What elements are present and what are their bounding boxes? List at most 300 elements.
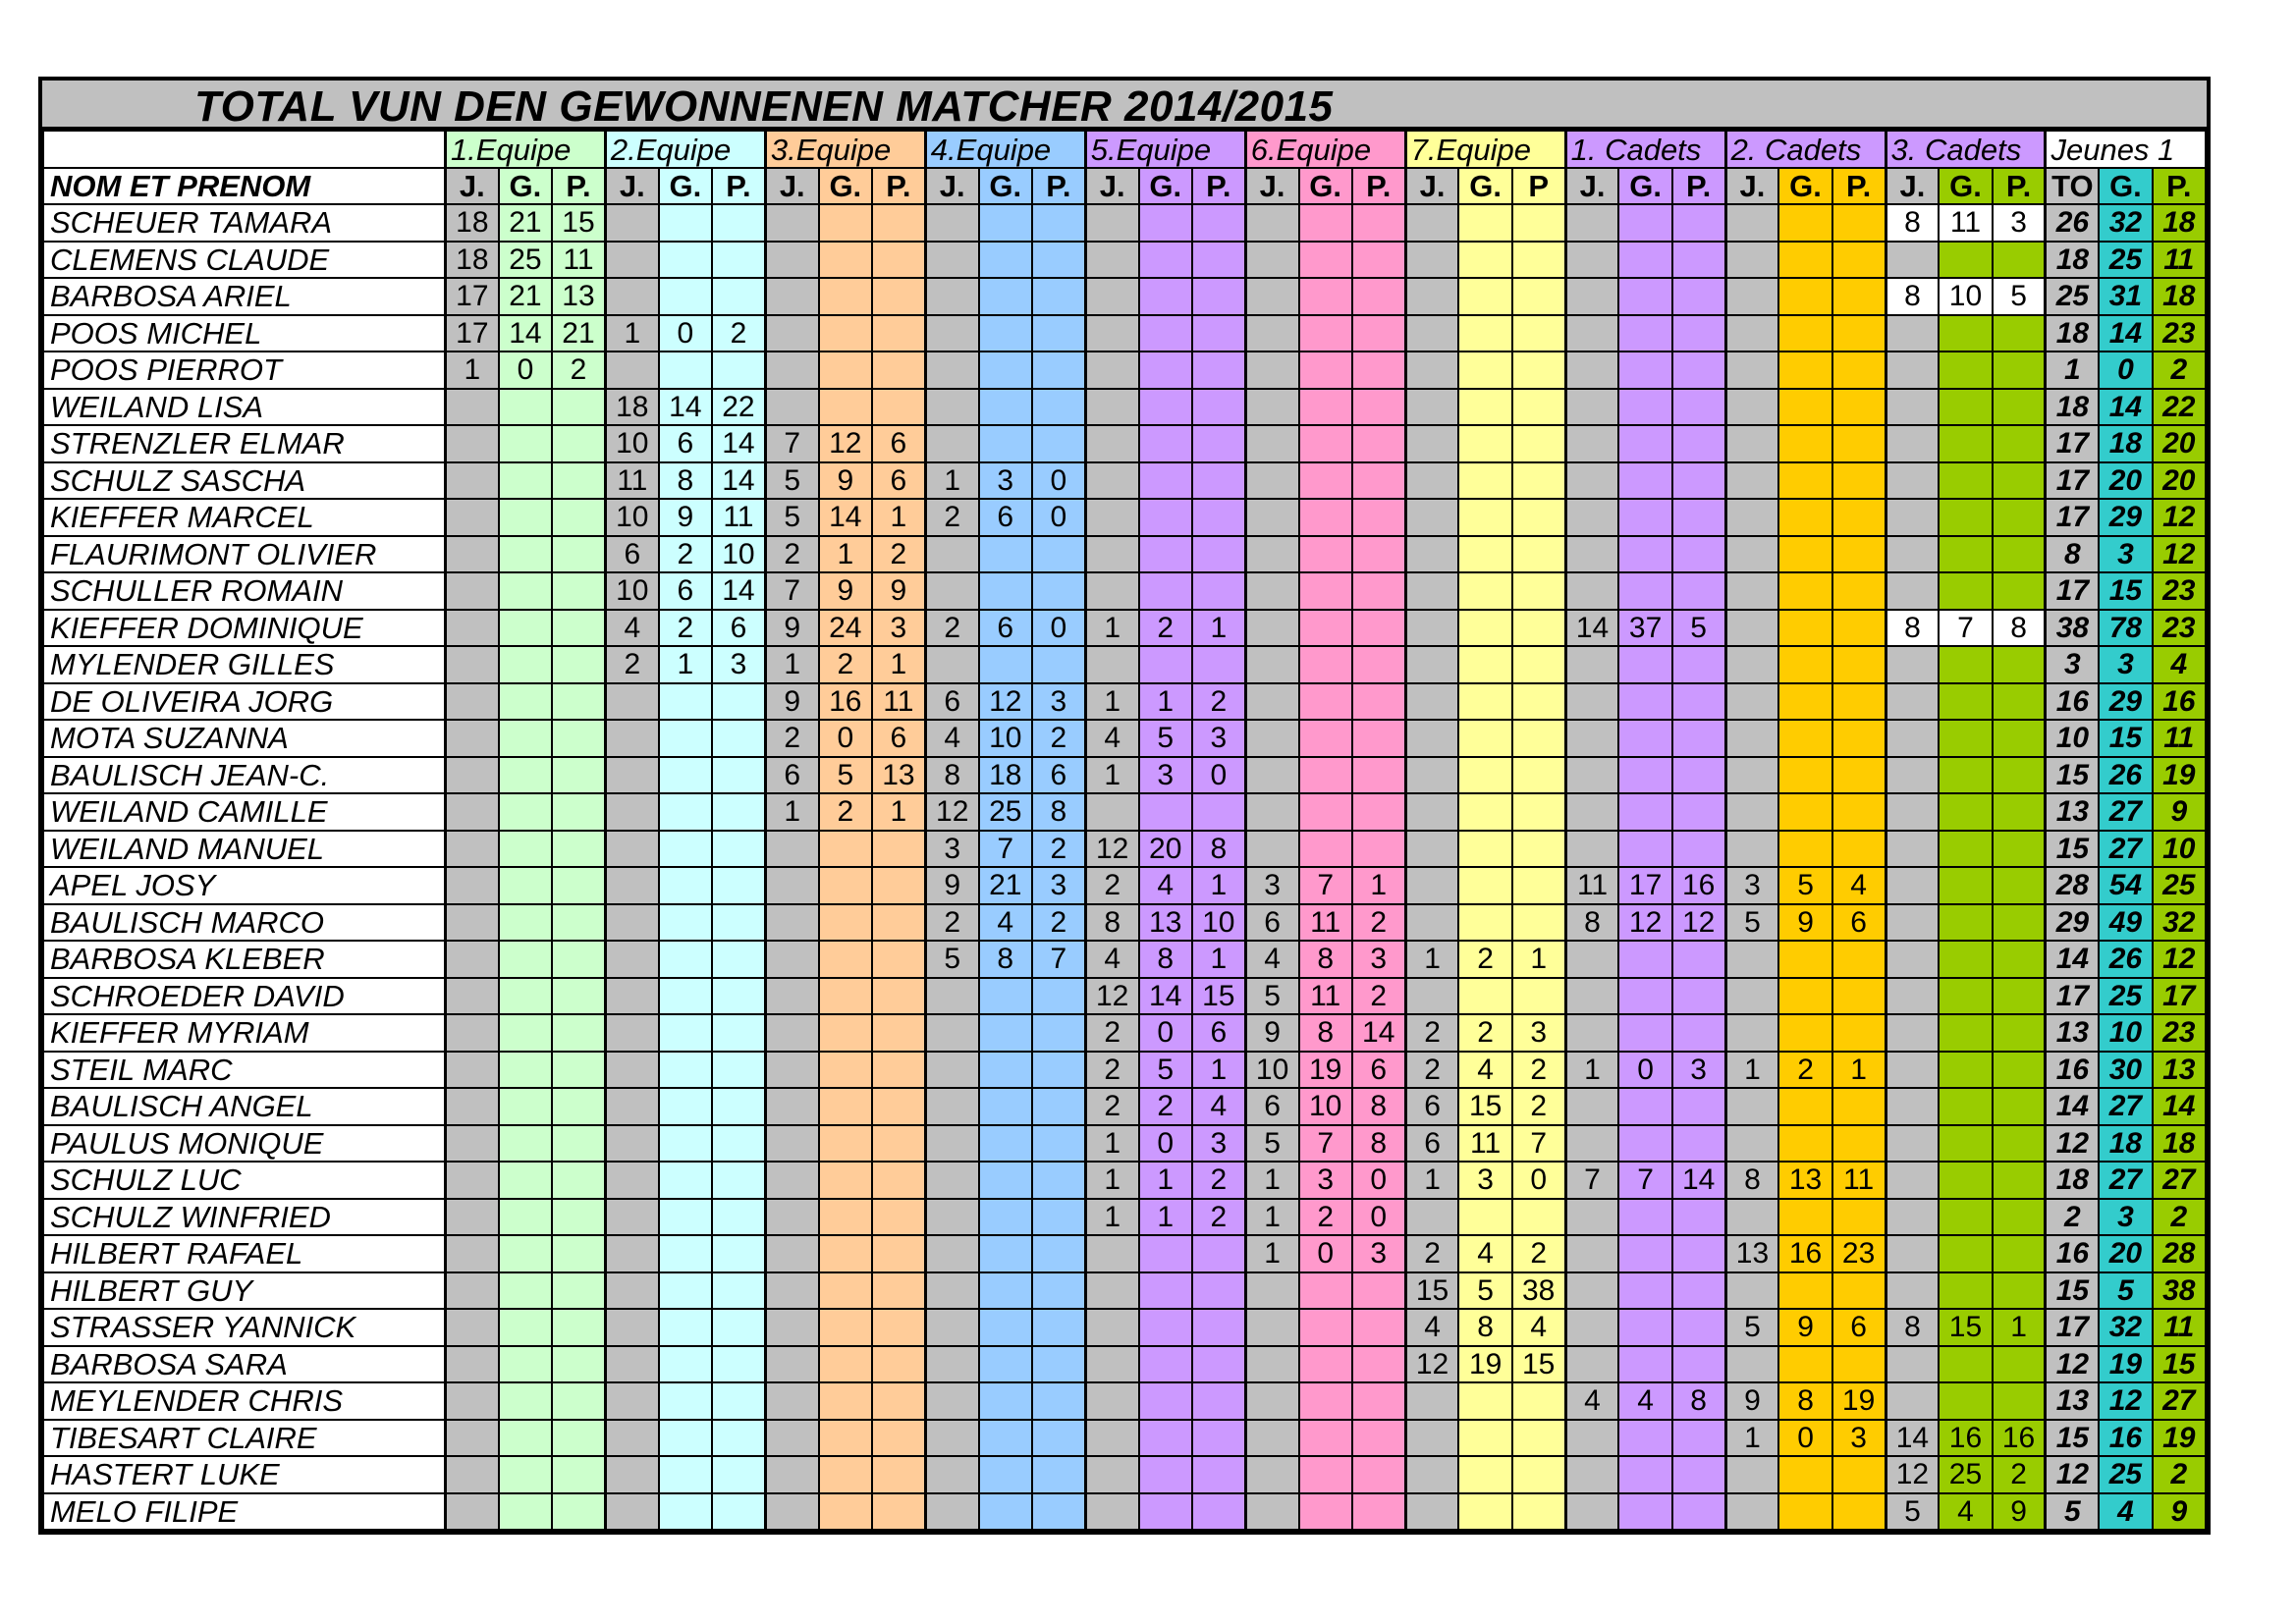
empty-cell <box>1565 536 1618 573</box>
score-cell: 5 <box>1458 1272 1511 1310</box>
empty-cell <box>1778 683 1831 721</box>
score-cell: 7 <box>765 572 818 610</box>
empty-cell <box>1405 315 1458 352</box>
empty-cell <box>1032 1125 1085 1163</box>
empty-cell <box>1672 278 1725 315</box>
score-cell: 6 <box>765 757 818 794</box>
empty-cell <box>445 1420 498 1457</box>
empty-cell <box>1993 978 2046 1015</box>
empty-cell <box>1352 352 1405 389</box>
score-cell: 27 <box>2099 1162 2152 1199</box>
score-cell: 4 <box>605 610 658 647</box>
score-cell: 11 <box>2153 1309 2206 1346</box>
empty-cell <box>552 1162 605 1199</box>
empty-cell <box>1778 831 1831 868</box>
empty-cell <box>1458 904 1511 942</box>
empty-cell <box>1565 1272 1618 1310</box>
score-cell: 3 <box>979 462 1032 500</box>
empty-cell <box>499 978 552 1015</box>
score-cell: 27 <box>2099 831 2152 868</box>
empty-cell <box>1085 389 1138 426</box>
table-row <box>43 978 2206 1015</box>
empty-cell <box>925 1272 978 1310</box>
empty-cell <box>445 1493 498 1531</box>
score-cell: 7 <box>1618 1162 1671 1199</box>
empty-cell <box>1085 793 1138 831</box>
player-name: HILBERT RAFAEL <box>43 1235 445 1272</box>
empty-cell <box>1939 831 1992 868</box>
empty-cell <box>1139 1382 1192 1420</box>
empty-cell <box>1725 646 1778 683</box>
empty-cell <box>925 1235 978 1272</box>
empty-cell <box>499 1272 552 1310</box>
empty-cell <box>499 1346 552 1383</box>
table-row <box>43 204 2206 242</box>
empty-cell <box>552 757 605 794</box>
score-cell: 9 <box>765 683 818 721</box>
empty-cell <box>1778 1199 1831 1236</box>
empty-cell <box>1245 1272 1298 1310</box>
table-row <box>43 425 2206 462</box>
empty-cell <box>1618 572 1671 610</box>
empty-cell <box>979 1309 1032 1346</box>
empty-cell <box>819 1309 872 1346</box>
empty-cell <box>499 1382 552 1420</box>
empty-cell <box>1458 1420 1511 1457</box>
score-cell: 14 <box>499 315 552 352</box>
score-cell: 23 <box>1832 1235 1886 1272</box>
empty-cell <box>819 1346 872 1383</box>
empty-cell <box>765 867 818 904</box>
empty-cell <box>1085 425 1138 462</box>
empty-cell <box>1993 1014 2046 1052</box>
empty-cell <box>1405 646 1458 683</box>
empty-cell <box>1993 1235 2046 1272</box>
empty-cell <box>1939 315 1992 352</box>
score-cell: 9 <box>872 572 925 610</box>
player-name: PAULUS MONIQUE <box>43 1125 445 1163</box>
empty-cell <box>499 757 552 794</box>
empty-cell <box>1565 1088 1618 1125</box>
empty-cell <box>872 1346 925 1383</box>
column-header: G. <box>979 168 1032 204</box>
score-cell: 1 <box>1139 683 1192 721</box>
empty-cell <box>552 425 605 462</box>
score-cell: 8 <box>1299 1014 1352 1052</box>
column-header: P. <box>2153 168 2206 204</box>
score-cell: 1 <box>1085 1199 1138 1236</box>
empty-cell <box>1778 425 1831 462</box>
empty-cell <box>1512 278 1565 315</box>
player-name: TIBESART CLAIRE <box>43 1420 445 1457</box>
score-cell: 1 <box>1192 867 1245 904</box>
empty-cell <box>1939 536 1992 573</box>
empty-cell <box>1886 683 1939 721</box>
score-cell: 16 <box>2046 1052 2099 1089</box>
empty-cell <box>1512 1456 1565 1493</box>
empty-cell <box>605 1088 658 1125</box>
empty-cell <box>659 1235 712 1272</box>
empty-cell <box>1299 278 1352 315</box>
score-cell: 2 <box>1085 1088 1138 1125</box>
empty-cell <box>1139 646 1192 683</box>
empty-cell <box>1352 757 1405 794</box>
empty-cell <box>1512 352 1565 389</box>
score-cell: 6 <box>1832 1309 1886 1346</box>
empty-cell <box>1245 315 1298 352</box>
empty-cell <box>1993 1346 2046 1383</box>
empty-cell <box>765 389 818 426</box>
empty-cell <box>1245 757 1298 794</box>
score-cell: 15 <box>2099 720 2152 757</box>
empty-cell <box>925 1162 978 1199</box>
score-cell: 17 <box>2046 462 2099 500</box>
empty-cell <box>1032 646 1085 683</box>
empty-cell <box>819 904 872 942</box>
score-cell: 14 <box>2046 941 2099 978</box>
empty-cell <box>1565 978 1618 1015</box>
score-cell: 2 <box>1993 1456 2046 1493</box>
column-header: G. <box>1618 168 1671 204</box>
empty-cell <box>1672 499 1725 536</box>
empty-cell <box>1672 1420 1725 1457</box>
empty-cell <box>1512 242 1565 279</box>
table-row <box>43 867 2206 904</box>
empty-cell <box>499 1235 552 1272</box>
player-name: KIEFFER DOMINIQUE <box>43 610 445 647</box>
score-cell: 25 <box>2046 278 2099 315</box>
empty-cell <box>872 1125 925 1163</box>
empty-cell <box>1458 831 1511 868</box>
score-cell: 28 <box>2046 867 2099 904</box>
score-cell: 6 <box>1832 904 1886 942</box>
empty-cell <box>605 242 658 279</box>
empty-cell <box>1832 536 1886 573</box>
empty-cell <box>1565 1235 1618 1272</box>
empty-cell <box>819 1420 872 1457</box>
score-cell: 2 <box>765 720 818 757</box>
score-cell: 3 <box>2046 646 2099 683</box>
empty-cell <box>605 1162 658 1199</box>
score-cell: 2 <box>1778 1052 1831 1089</box>
empty-cell <box>1618 1309 1671 1346</box>
empty-cell <box>445 904 498 942</box>
table-row <box>43 499 2206 536</box>
player-name: POOS PIERROT <box>43 352 445 389</box>
empty-cell <box>1512 1199 1565 1236</box>
score-cell: 1 <box>1565 1052 1618 1089</box>
empty-cell <box>605 1199 658 1236</box>
empty-cell <box>445 1346 498 1383</box>
empty-cell <box>1618 1456 1671 1493</box>
empty-cell <box>605 904 658 942</box>
empty-cell <box>925 1420 978 1457</box>
empty-cell <box>819 315 872 352</box>
empty-cell <box>1778 793 1831 831</box>
empty-cell <box>1886 1346 1939 1383</box>
empty-cell <box>1565 683 1618 721</box>
score-cell: 2 <box>1139 1088 1192 1125</box>
empty-cell <box>1139 499 1192 536</box>
empty-cell <box>499 867 552 904</box>
empty-cell <box>819 1088 872 1125</box>
empty-cell <box>1192 793 1245 831</box>
empty-cell <box>872 1162 925 1199</box>
score-cell: 8 <box>1352 1125 1405 1163</box>
score-cell: 8 <box>1886 204 1939 242</box>
empty-cell <box>1778 1088 1831 1125</box>
empty-cell <box>1085 499 1138 536</box>
empty-cell <box>1512 389 1565 426</box>
score-cell: 9 <box>1778 904 1831 942</box>
score-cell: 16 <box>1993 1420 2046 1457</box>
score-cell: 9 <box>1993 1493 2046 1531</box>
empty-cell <box>445 646 498 683</box>
empty-cell <box>1299 352 1352 389</box>
empty-cell <box>1032 1309 1085 1346</box>
empty-cell <box>819 1125 872 1163</box>
group-header: 2. Cadets <box>1725 131 1886 168</box>
score-cell: 11 <box>872 683 925 721</box>
score-cell: 3 <box>1352 941 1405 978</box>
score-cell: 2 <box>659 536 712 573</box>
empty-cell <box>1139 572 1192 610</box>
empty-cell <box>1139 278 1192 315</box>
empty-cell <box>1565 720 1618 757</box>
empty-cell <box>1085 1493 1138 1531</box>
empty-cell <box>552 978 605 1015</box>
empty-cell <box>659 1088 712 1125</box>
empty-cell <box>1725 536 1778 573</box>
score-cell: 9 <box>1245 1014 1298 1052</box>
empty-cell <box>1993 425 2046 462</box>
score-cell: 2 <box>2046 1199 2099 1236</box>
score-cell: 6 <box>872 462 925 500</box>
empty-cell <box>1458 757 1511 794</box>
column-header: P <box>1512 168 1565 204</box>
empty-cell <box>1512 204 1565 242</box>
score-cell: 0 <box>1618 1052 1671 1089</box>
table-row <box>43 572 2206 610</box>
empty-cell <box>1939 572 1992 610</box>
empty-cell <box>1993 499 2046 536</box>
score-cell: 8 <box>1886 1309 1939 1346</box>
score-cell: 20 <box>1139 831 1192 868</box>
score-cell: 5 <box>1139 720 1192 757</box>
empty-cell <box>1245 572 1298 610</box>
empty-cell <box>659 1456 712 1493</box>
empty-cell <box>1832 499 1886 536</box>
empty-cell <box>1299 1272 1352 1310</box>
empty-cell <box>872 941 925 978</box>
empty-cell <box>765 278 818 315</box>
score-cell: 2 <box>925 499 978 536</box>
empty-cell <box>925 572 978 610</box>
empty-cell <box>1192 1309 1245 1346</box>
empty-cell <box>1778 352 1831 389</box>
empty-cell <box>1672 683 1725 721</box>
empty-cell <box>659 1199 712 1236</box>
column-header: J. <box>605 168 658 204</box>
score-cell: 2 <box>872 536 925 573</box>
score-cell: 2 <box>819 793 872 831</box>
score-cell: 4 <box>1832 867 1886 904</box>
score-cell: 4 <box>1245 941 1298 978</box>
empty-cell <box>1993 720 2046 757</box>
empty-cell <box>1245 1420 1298 1457</box>
score-cell: 18 <box>2046 242 2099 279</box>
empty-cell <box>1618 646 1671 683</box>
empty-cell <box>659 683 712 721</box>
column-header: P. <box>1032 168 1085 204</box>
score-cell: 11 <box>1299 978 1352 1015</box>
empty-cell <box>1832 1125 1886 1163</box>
player-name: BAULISCH MARCO <box>43 904 445 942</box>
score-cell: 8 <box>1886 610 1939 647</box>
empty-cell <box>1672 757 1725 794</box>
empty-cell <box>445 462 498 500</box>
score-cell: 17 <box>2046 499 2099 536</box>
score-cell: 3 <box>1192 720 1245 757</box>
empty-cell <box>872 1199 925 1236</box>
column-header: J. <box>1886 168 1939 204</box>
score-cell: 7 <box>1299 867 1352 904</box>
score-cell: 21 <box>979 867 1032 904</box>
score-cell: 2 <box>925 610 978 647</box>
empty-cell <box>712 757 765 794</box>
score-cell: 0 <box>1192 757 1245 794</box>
score-cell: 1 <box>1245 1235 1298 1272</box>
score-cell: 2 <box>2153 352 2206 389</box>
empty-cell <box>1778 536 1831 573</box>
score-cell: 3 <box>872 610 925 647</box>
empty-cell <box>1458 646 1511 683</box>
group-header: 1. Cadets <box>1565 131 1725 168</box>
empty-cell <box>1832 831 1886 868</box>
empty-cell <box>1405 610 1458 647</box>
empty-cell <box>819 867 872 904</box>
empty-cell <box>1512 1420 1565 1457</box>
score-cell: 12 <box>1085 978 1138 1015</box>
empty-cell <box>1725 1272 1778 1310</box>
score-cell: 14 <box>1565 610 1618 647</box>
empty-cell <box>1139 1235 1192 1272</box>
empty-cell <box>1565 1456 1618 1493</box>
empty-cell <box>552 1199 605 1236</box>
score-cell: 23 <box>2153 572 2206 610</box>
empty-cell <box>1192 1346 1245 1383</box>
empty-cell <box>552 793 605 831</box>
empty-cell <box>1299 793 1352 831</box>
empty-cell <box>1565 1309 1618 1346</box>
empty-cell <box>1993 315 2046 352</box>
empty-cell <box>1458 462 1511 500</box>
empty-cell <box>819 1235 872 1272</box>
empty-cell <box>1725 757 1778 794</box>
empty-cell <box>445 1014 498 1052</box>
empty-cell <box>659 978 712 1015</box>
score-cell: 2 <box>552 352 605 389</box>
score-cell: 19 <box>1299 1052 1352 1089</box>
empty-cell <box>712 978 765 1015</box>
empty-cell <box>1352 536 1405 573</box>
score-cell: 21 <box>499 204 552 242</box>
empty-cell <box>1993 757 2046 794</box>
empty-cell <box>605 278 658 315</box>
empty-cell <box>445 1382 498 1420</box>
empty-cell <box>1618 720 1671 757</box>
empty-cell <box>1939 646 1992 683</box>
score-cell: 3 <box>1993 204 2046 242</box>
player-name: HILBERT GUY <box>43 1272 445 1310</box>
empty-cell <box>1032 1088 1085 1125</box>
empty-cell <box>1939 1272 1992 1310</box>
empty-cell <box>1085 204 1138 242</box>
empty-cell <box>1725 720 1778 757</box>
empty-cell <box>1245 462 1298 500</box>
empty-cell <box>1458 720 1511 757</box>
score-cell: 13 <box>552 278 605 315</box>
empty-cell <box>1085 1420 1138 1457</box>
score-cell: 0 <box>1512 1162 1565 1199</box>
score-cell: 19 <box>2153 757 2206 794</box>
score-cell: 32 <box>2153 904 2206 942</box>
empty-cell <box>765 1309 818 1346</box>
empty-cell <box>605 683 658 721</box>
score-cell: 0 <box>1139 1014 1192 1052</box>
empty-cell <box>1832 978 1886 1015</box>
score-cell: 3 <box>712 646 765 683</box>
empty-cell <box>1778 1125 1831 1163</box>
empty-cell <box>1886 646 1939 683</box>
empty-cell <box>1299 204 1352 242</box>
player-name: HASTERT LUKE <box>43 1456 445 1493</box>
score-cell: 3 <box>2099 646 2152 683</box>
empty-cell <box>1725 462 1778 500</box>
empty-cell <box>765 1162 818 1199</box>
score-cell: 4 <box>2099 1493 2152 1531</box>
score-cell: 5 <box>1245 978 1298 1015</box>
empty-cell <box>552 536 605 573</box>
empty-cell <box>1618 352 1671 389</box>
empty-cell <box>925 1014 978 1052</box>
empty-cell <box>499 536 552 573</box>
score-cell: 15 <box>2046 1272 2099 1310</box>
score-cell: 2 <box>1405 1235 1458 1272</box>
empty-cell <box>1085 1309 1138 1346</box>
empty-cell <box>1512 572 1565 610</box>
score-cell: 6 <box>1245 904 1298 942</box>
score-cell: 11 <box>1939 204 1992 242</box>
score-cell: 8 <box>2046 536 2099 573</box>
empty-cell <box>819 1014 872 1052</box>
empty-cell <box>1565 204 1618 242</box>
empty-cell <box>1886 1235 1939 1272</box>
empty-cell <box>925 1052 978 1089</box>
score-cell: 14 <box>712 425 765 462</box>
empty-cell <box>1139 536 1192 573</box>
empty-cell <box>1565 831 1618 868</box>
table-row <box>43 1235 2206 1272</box>
empty-cell <box>1405 831 1458 868</box>
empty-cell <box>499 646 552 683</box>
empty-cell <box>1032 389 1085 426</box>
table-row <box>43 1014 2206 1052</box>
empty-cell <box>499 1014 552 1052</box>
score-cell: 2 <box>1458 1014 1511 1052</box>
score-cell: 1 <box>819 536 872 573</box>
table-row <box>43 315 2206 352</box>
